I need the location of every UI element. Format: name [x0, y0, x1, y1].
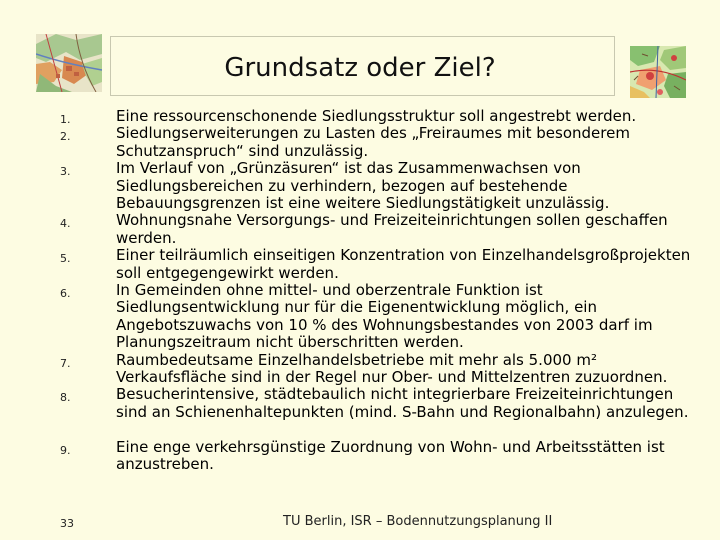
item-text: Im Verlauf von „Grünzäsuren“ ist das Zusammenwachsen von Siedlungsbereichen zu verhindern, bezogen auf bestehende Bebauungsgrenzen ist eine weitere Siedlungstätigkeit unzulässig.: [116, 159, 610, 212]
item-number: 4.: [60, 217, 71, 231]
item-number: 5.: [60, 252, 71, 266]
land-use-map-image-right: [630, 46, 686, 98]
land-use-map-image-left: [36, 34, 102, 92]
item-number: 2.: [60, 130, 71, 144]
item-number: 7.: [60, 356, 71, 370]
item-text: Eine ressourcenschonende Siedlungsstruktur soll angestrebt werden.: [116, 107, 637, 125]
item-number: 9.: [60, 443, 71, 457]
item-number: 3.: [60, 165, 71, 179]
item-text: Eine enge verkehrsgünstige Zuordnung von Wohn- und Arbeitsstätten ist anzustreben.: [116, 437, 665, 473]
footer-text: TU Berlin, ISR – Bodennutzungsplanung II: [283, 514, 553, 529]
item-number: 6.: [60, 287, 71, 300]
slide-title: Grundsatz oder Ziel?: [224, 53, 496, 83]
item-text: Raumbedeutsame Einzelhandelsbetriebe mit mehr als 5.000 m² Verkaufsfläche sind in der Regel nur Ober- und Mittelzentren zuzuordnen.: [116, 350, 668, 386]
page-number: 33: [60, 517, 74, 530]
item-text: Siedlungserweiterungen zu Lasten des „Freiraumes mit besonderem Schutzanspruch“ sind unzulässig.: [116, 124, 630, 160]
item-text: Besucherintensive, städtebaulich nicht integrierbare Freizeiteinrichtungen sind an Schienenhaltepunkten (mind. S-Bahn und Regionalbahn) anzulegen.: [116, 385, 689, 421]
item-text: In Gemeinden ohne mittel- und oberzentrale Funktion ist Siedlungsentwicklung nur für die Eigenentwicklung möglich, ein Angebotszuwachs von 10 % des Wohnungsbestandes von 2003 darf im Planungszeitraum nicht überschritten werden.: [116, 281, 653, 352]
item-number: 8.: [60, 391, 71, 405]
item-number: 1.: [60, 113, 71, 126]
item-text: Einer teilräumlich einseitigen Konzentration von Einzelhandelsgroßprojekten soll entgegengewirkt werden.: [116, 246, 691, 282]
item-text: Wohnungsnahe Versorgungs- und Freizeiteinrichtungen sollen geschaffen werden.: [116, 211, 668, 247]
